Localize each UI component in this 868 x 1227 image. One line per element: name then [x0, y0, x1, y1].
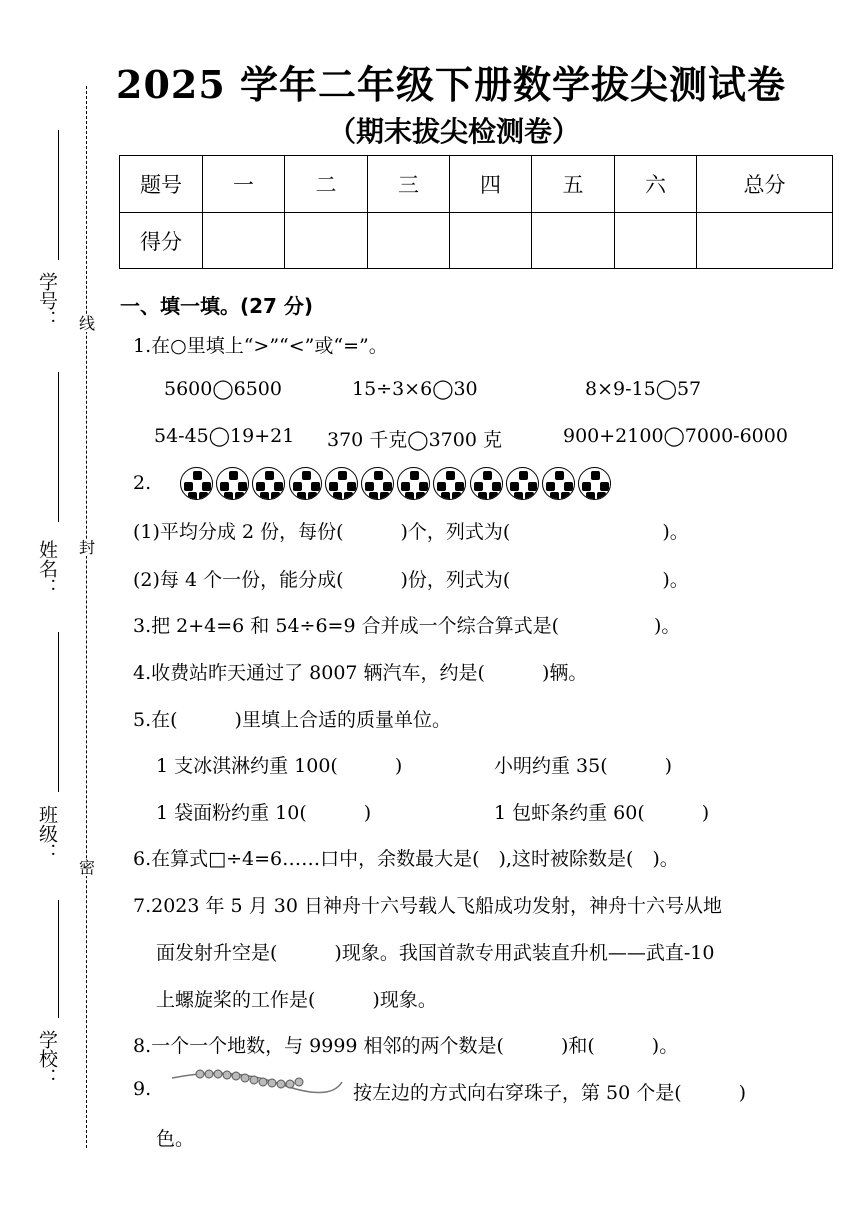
table-col-4: 四	[450, 156, 532, 213]
class-line[interactable]	[58, 632, 59, 792]
question-2-part1: (1)平均分成 2 份，每份( )个，列式为( )。	[133, 521, 689, 543]
question-9-cont: 色。	[156, 1128, 195, 1150]
soccer-ball-icon	[216, 467, 249, 500]
q5-item: 1 袋面粉约重 10( )	[156, 802, 372, 824]
soccer-ball-icon	[289, 467, 322, 500]
question-7-line: 上螺旋桨的工作是( )现象。	[156, 989, 437, 1011]
binding-word-mi: 密	[79, 858, 96, 877]
score-cell-total[interactable]	[697, 213, 833, 269]
table-col-6: 六	[615, 156, 697, 213]
question-9-text: 按左边的方式向右穿珠子，第 50 个是( )	[353, 1082, 747, 1104]
name-label: 姓名：	[36, 540, 58, 597]
q1-item: 370 千克◯3700 克	[327, 429, 502, 451]
soccer-ball-icon	[361, 467, 394, 500]
soccer-ball-icon	[542, 467, 575, 500]
question-7-line: 7.2023 年 5 月 30 日神舟十六号载人飞船成功发射，神舟十六号从地	[133, 895, 722, 917]
question-5-text: 5.在( )里填上合适的质量单位。	[133, 709, 451, 731]
score-cell[interactable]	[532, 213, 615, 269]
question-4: 4.收费站昨天通过了 8007 辆汽车，约是( )辆。	[133, 662, 588, 684]
soccer-ball-icon	[470, 467, 503, 500]
score-cell[interactable]	[203, 213, 285, 269]
section-heading: 一、填一填。(27 分)	[120, 294, 314, 318]
q1-item: 900+2100◯7000-6000	[563, 425, 788, 447]
soccer-ball-icon	[252, 467, 285, 500]
table-header-label: 题号	[120, 156, 203, 213]
table-col-5: 五	[532, 156, 615, 213]
question-2-part2: (2)每 4 个一份，能分成( )份，列式为( )。	[133, 569, 689, 591]
soccer-ball-icon	[578, 467, 611, 500]
q1-item: 8×9-15◯57	[585, 378, 702, 400]
question-9-number: 9.	[133, 1078, 152, 1100]
score-cell[interactable]	[368, 213, 450, 269]
q1-item: 54-45◯19+21	[154, 425, 295, 447]
table-col-3: 三	[368, 156, 450, 213]
table-col-total: 总分	[697, 156, 833, 213]
soccer-ball-icon	[433, 467, 466, 500]
q5-item: 1 支冰淇淋约重 100( )	[156, 755, 403, 777]
soccer-ball-icon	[506, 467, 539, 500]
score-table	[119, 155, 833, 269]
page-subtitle: （期末拔尖检测卷）	[328, 115, 581, 148]
question-6: 6.在算式□÷4=6……口中，余数最大是( ),这时被除数是( )。	[133, 848, 679, 870]
q1-item: 5600◯6500	[164, 378, 282, 400]
student-id-label: 学号：	[36, 272, 58, 329]
table-row-label: 得分	[120, 213, 203, 269]
page-title: 2025 学年二年级下册数学拔尖测试卷	[116, 62, 786, 107]
question-1-text: 1.在○里填上“>”“<”或“=”。	[133, 335, 388, 357]
q5-item: 1 包虾条约重 60( )	[494, 802, 710, 824]
soccer-ball-icon	[325, 467, 358, 500]
question-2-number: 2.	[133, 472, 152, 494]
school-line[interactable]	[58, 900, 59, 1018]
question-8: 8.一个一个地数，与 9999 相邻的两个数是( )和( )。	[133, 1035, 679, 1057]
q5-item: 小明约重 35( )	[494, 755, 673, 777]
school-label: 学校：	[36, 1030, 58, 1087]
question-3: 3.把 2+4=6 和 54÷6=9 合并成一个综合算式是( )。	[133, 615, 681, 637]
name-line[interactable]	[58, 372, 59, 522]
table-col-2: 二	[285, 156, 368, 213]
score-cell[interactable]	[450, 213, 532, 269]
binding-word-xian: 线	[79, 314, 96, 333]
student-id-line[interactable]	[58, 130, 59, 260]
bead-string-image	[170, 1066, 345, 1100]
q1-item: 15÷3×6◯30	[352, 378, 478, 400]
class-label: 班级：	[36, 805, 58, 862]
soccer-ball-icon	[397, 467, 430, 500]
table-col-1: 一	[203, 156, 285, 213]
score-cell[interactable]	[615, 213, 697, 269]
soccer-ball-icon	[180, 467, 213, 500]
binding-word-feng: 封	[79, 538, 96, 557]
score-cell[interactable]	[285, 213, 368, 269]
question-7-line: 面发射升空是( )现象。我国首款专用武装直升机——武直-10	[156, 942, 715, 964]
binding-dashed-line	[86, 86, 87, 1148]
